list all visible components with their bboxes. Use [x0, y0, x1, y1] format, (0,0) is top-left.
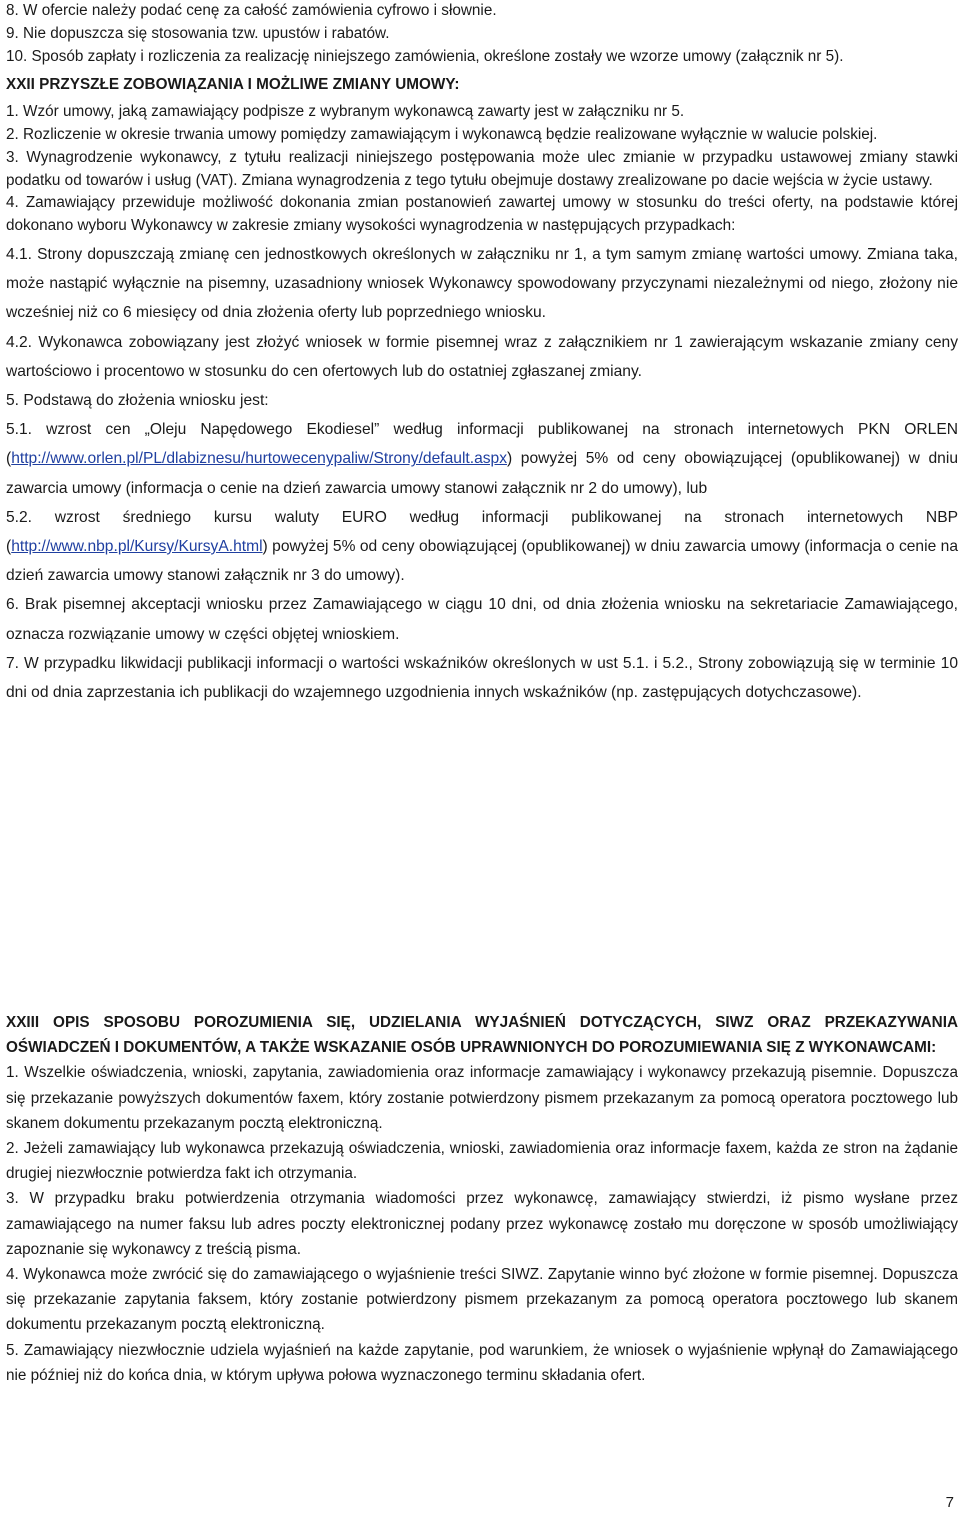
paragraph-xxii-7: 7. W przypadku likwidacji publikacji informacji o wartości wskaźników określonych w ust 5.1. i 5.2., Strony zobowiązują się w terminie 10 dni od dnia zaprzestania ich publikacji do wzajemnego uzgodnienia innych wskaźników (np. zastępujących dotychczasowe).	[6, 654, 958, 702]
paragraph-xxii-5-1	[6, 415, 958, 503]
paragraph-xxiii-1: 1. Wszelkie oświadczenia, wnioski, zapytania, zawiadomienia oraz informacje zamawiający i wykonawcy przekazują pisemnie. Dopuszcza się przekazanie powyższych dokumentów faxem, który zostanie potwierdzony pismem przekazanym za pomocą operatora pocztowego lub skanem dokumentu przekazanym pocztą elektroniczną.	[6, 1064, 958, 1132]
orlen-prices-link[interactable]: http://www.orlen.pl/PL/dlabiznesu/hurtowecenypaliw/Strony/default.aspx	[11, 450, 508, 468]
paragraph-xxii-3: 3. Wynagrodzenie wykonawcy, z tytułu realizacji niniejszego postępowania może ulec zmianie w przypadku ustawowej zmiany stawki podatku od towarów i usług (VAT). Zmiana wynagrodzenia z tego tytułu obejmuje dostawy zrealizowane po dacie wejścia w życie ustawy.	[6, 148, 958, 189]
paragraph-xxii-5-2	[6, 503, 958, 591]
paragraph-xxii-4: 4. Zamawiający przewiduje możliwość dokonania zmian postanowień zawartej umowy w stosunku do treści oferty, na podstawie której dokonano wyboru Wykonawcy w zakresie zmiany wysokości wynagrodzenia w następujących przypadkach:	[6, 194, 958, 235]
paragraph-item-10: 10. Sposób zapłaty i rozliczenia za realizację niniejszego zamówienia, określone zostały we wzorze umowy (załącznik nr 5).	[6, 47, 844, 65]
section-xxiii-heading: XXIII OPIS SPOSOBU POROZUMIENIA SIĘ, UDZIELANIA WYJAŚNIEŃ DOTYCZĄCYCH, SIWZ ORAZ PRZEKAZYWANIA OŚWIADCZEŃ I DOKUMENTÓW, A TAKŻE WSKAZANIE OSÓB UPRAWNIONYCH DO POROZUMIEWANIA SIĘ Z WYKONAWCAMI:	[6, 1014, 958, 1057]
paragraph-xxii-5: 5. Podstawą do złożenia wniosku jest:	[6, 391, 269, 409]
paragraph-xxii-1: 1. Wzór umowy, jaką zamawiający podpisze z wybranym wykonawcą zawarty jest w załączniku nr 5.	[6, 103, 685, 121]
text-5-1-before: 5.1. wzrost cen „Oleju Napędowego Ekodiesel” według informacji publikowanej na stronach internetowych PKN ORLEN (	[6, 421, 958, 468]
document-page	[6, 0, 958, 1384]
paragraph-xxiii-4: 4. Wykonawca może zwrócić się do zamawiającego o wyjaśnienie treści SIWZ. Zapytanie winno być złożone w formie pisemnej. Dopuszcza się przekazanie zapytania faksem, który zostanie potwierdzony pismem przekazanym za pomocą operatora pocztowego lub skanem dokumentu przekazanym pocztą elektroniczną.	[6, 1266, 958, 1334]
text-5-2-after: ) powyżej 5% od ceny obowiązującej (opublikowanej) w dniu zawarcia umowy (informacja o cenie na dzień zawarcia umowy stanowi załącznik nr 3 do umowy).	[6, 538, 958, 585]
conditions-block	[6, 240, 958, 707]
page-number: 7	[945, 1494, 954, 1511]
paragraph-xxiii-5: 5. Zamawiający niezwłocznie udziela wyjaśnień na każde zapytanie, pod warunkiem, że wniosek o wyjaśnienie wpłynął do Zamawiającego nie później niż do końca dnia, w którym upływa połowa wyznaczonego terminu składania ofert.	[6, 1341, 958, 1384]
nbp-rates-link[interactable]: http://www.nbp.pl/Kursy/KursyA.html	[11, 538, 263, 555]
section-xxii-heading: XXII PRZYSZŁE ZOBOWIĄZANIA I MOŻLIWE ZMIANY UMOWY:	[6, 76, 460, 94]
paragraph-xxii-4-1: 4.1. Strony dopuszczają zmianę cen jednostkowych określonych w załączniku nr 1, a tym samym zmianę wartości umowy. Zmiana taka, może nastąpić wyłącznie na pisemny, uzasadniony wniosek Wykonawcy spowodowany przyczynami niezależnymi od niego, złożony nie wcześniej niż co 6 miesięcy od dnia złożenia oferty lub poprzedniego wniosku.	[6, 245, 958, 322]
paragraph-xxii-2: 2. Rozliczenie w okresie trwania umowy pomiędzy zamawiającym i wykonawcą będzie realizowane wyłącznie w walucie polskiej.	[6, 125, 878, 143]
text-5-2-before: 5.2. wzrost średniego kursu waluty EURO według informacji publikowanej na stronach internetowych NBP (	[6, 508, 958, 555]
paragraph-xxiii-2: 2. Jeżeli zamawiający lub wykonawca przekazują oświadczenia, wnioski, zawiadomienia oraz informacje faxem, każda ze stron na żądanie drugiej niezwłocznie potwierdza fakt ich otrzymania.	[6, 1140, 958, 1183]
section-xxiii-block	[6, 1010, 958, 1388]
paragraph-item-9: 9. Nie dopuszcza się stosowania tzw. upustów i rabatów.	[6, 24, 390, 42]
text-5-1-after: ) powyżej 5% od ceny obowiązującej (opublikowanej) w dniu zawarcia umowy (informacja o cenie na dzień zawarcia umowy stanowi załącznik nr 2 do umowy), lub	[6, 450, 958, 497]
paragraph-xxii-6: 6. Brak pisemnej akceptacji wniosku przez Zamawiającego w ciągu 10 dni, od dnia złożenia wniosku na sekretariacie Zamawiającego, oznacza rozwiązanie umowy w części objętej wnioskiem.	[6, 596, 958, 643]
paragraph-item-8: 8. W ofercie należy podać cenę za całość zamówienia cyfrowo i słownie.	[6, 2, 497, 19]
paragraph-xxii-4-2: 4.2. Wykonawca zobowiązany jest złożyć wniosek w formie pisemnej wraz z załącznikiem nr 1 zawierającym wskazanie zmiany ceny wartościowo i procentowo w stosunku do cen ofertowych lub do ostatniej zgłaszanej zmiany.	[6, 333, 958, 380]
intro-block	[6, 0, 958, 238]
paragraph-xxiii-3: 3. W przypadku braku potwierdzenia otrzymania wiadomości przez wykonawcę, zamawiający stwierdzi, iż pismo wysłane przez zamawiającego na numer faksu lub adres poczty elektronicznej podany przez wykonawcę zostało mu doręczone w sposób umożliwiający zapoznanie się wykonawcy z treścią pisma.	[6, 1190, 958, 1258]
